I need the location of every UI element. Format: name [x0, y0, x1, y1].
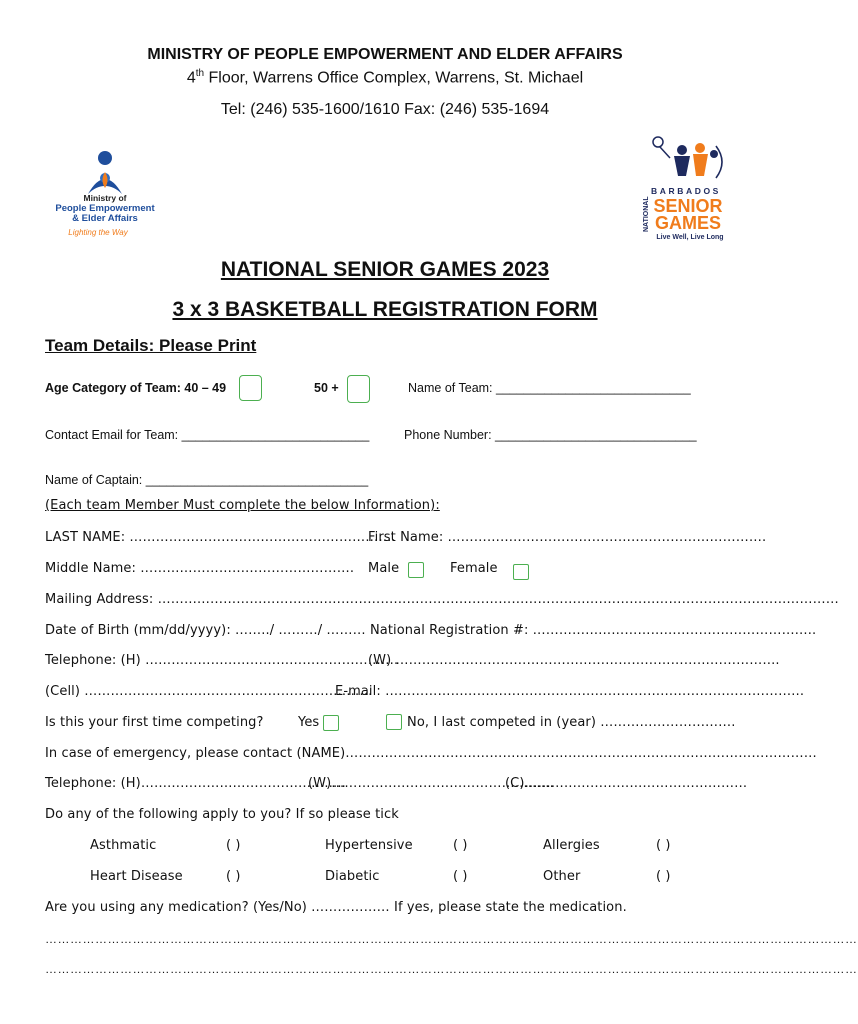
condition-other-tick[interactable]: ( )	[656, 869, 671, 884]
last-name-field[interactable]: LAST NAME: …………………………………………………….	[45, 530, 396, 545]
age-40-49-checkbox[interactable]	[239, 375, 262, 401]
yes-checkbox[interactable]	[323, 715, 339, 731]
conditions-prompt: Do any of the following apply to you? If so please tick	[45, 807, 399, 822]
team-name-field[interactable]: Name of Team: ____________________________	[408, 381, 691, 395]
first-time-question: Is this your first time competing?	[45, 715, 264, 730]
team-details-heading: Team Details: Please Print	[45, 336, 257, 355]
emergency-contact-field[interactable]: In case of emergency, please contact (NAME)………………………………………………………………………………………………	[45, 746, 817, 761]
ministry-telephone: Tel: (246) 535-1600/1610 Fax: (246) 535-1694	[220, 101, 550, 118]
medication-line-1[interactable]: ……………………………………………………………………………………………………………………………………………………………………………	[45, 932, 858, 946]
condition-asthmatic-label: Asthmatic	[90, 838, 157, 853]
medication-question[interactable]: Are you using any medication? (Yes/No) ……………… If yes, please state the medication.	[45, 900, 627, 915]
emergency-cell-tel-field[interactable]: (C)……………………………………………	[505, 776, 748, 791]
member-email-field[interactable]: E-mail: ……………………………………………………………………………………	[335, 684, 805, 699]
emergency-home-tel-field[interactable]: Telephone: (H)………………………………………..	[45, 776, 346, 791]
svg-text:BARBADOS: BARBADOS	[651, 186, 721, 196]
form-title: NATIONAL SENIOR GAMES 2023	[220, 258, 550, 281]
condition-diabetic-tick[interactable]: ( )	[453, 869, 468, 884]
cell-phone-field[interactable]: (Cell) …………………………………………………………	[45, 684, 373, 699]
condition-allergies-tick[interactable]: ( )	[656, 838, 671, 853]
ministry-address: 4th Floor, Warrens Office Complex, Warrens, St. Michael	[186, 68, 584, 87]
age-50-plus-checkbox[interactable]	[347, 375, 370, 403]
senior-games-logo	[638, 132, 728, 244]
svg-text:SENIOR: SENIOR	[653, 196, 723, 216]
no-checkbox[interactable]	[386, 714, 402, 730]
senior-games-logo-icon	[638, 132, 728, 244]
work-telephone-field[interactable]: (W) …………………………………………………………………………….	[368, 653, 780, 668]
ministry-logo-icon	[48, 146, 163, 242]
female-label: Female	[450, 561, 498, 576]
svg-text:Ministry of: Ministry of	[83, 193, 127, 203]
condition-hypertensive-tick[interactable]: ( )	[453, 838, 468, 853]
age-50-plus-label: 50 +	[314, 381, 339, 395]
ministry-heading: MINISTRY OF PEOPLE EMPOWERMENT AND ELDER AFFAIRS	[147, 46, 623, 63]
svg-text:Lighting the Way: Lighting the Way	[68, 228, 128, 237]
ministry-logo	[48, 146, 163, 242]
mailing-address-field[interactable]: Mailing Address: …………………………………………………………………………………………………………………………………………	[45, 592, 839, 607]
home-telephone-field[interactable]: Telephone: (H) ………………………………………………….	[45, 653, 399, 668]
condition-asthmatic-tick[interactable]: ( )	[226, 838, 241, 853]
dob-registration-field[interactable]: Date of Birth (mm/dd/yyyy): ……../ ………/ ……… National Registration #: ………………………………………………………..	[45, 623, 817, 638]
medication-line-2[interactable]: ……………………………………………………………………………………………………………………………………………………………………………	[45, 962, 858, 976]
condition-allergies-label: Allergies	[543, 838, 600, 853]
svg-text:People Empowerment: People Empowerment	[55, 203, 155, 214]
last-competed-field[interactable]: No, I last competed in (year) ………………………….	[407, 715, 736, 730]
svg-text:NATIONAL: NATIONAL	[643, 196, 650, 232]
member-instruction: (Each team Member Must complete the below Information):	[45, 498, 440, 513]
female-checkbox[interactable]	[513, 564, 529, 580]
captain-name-field[interactable]: Name of Captain: ________________________________	[45, 473, 369, 487]
svg-text:GAMES: GAMES	[654, 213, 722, 233]
condition-hypertensive-label: Hypertensive	[325, 838, 413, 853]
age-category-label: Age Category of Team: 40 – 49	[45, 381, 227, 395]
male-checkbox[interactable]	[408, 562, 424, 578]
team-phone-field[interactable]: Phone Number: _____________________________	[404, 428, 697, 442]
team-email-field[interactable]: Contact Email for Team: ___________________________	[45, 428, 370, 442]
condition-heart-disease-label: Heart Disease	[90, 869, 183, 884]
emergency-work-tel-field[interactable]: (W)……………………………………………	[308, 776, 554, 791]
condition-heart-disease-tick[interactable]: ( )	[226, 869, 241, 884]
form-subtitle: 3 x 3 BASKETBALL REGISTRATION FORM	[172, 298, 598, 321]
condition-other-label: Other	[543, 869, 581, 884]
svg-text:& Elder Affairs: & Elder Affairs	[72, 213, 138, 224]
middle-name-field[interactable]: Middle Name: ………………………………………….	[45, 561, 355, 576]
svg-text:Live Well, Live Long: Live Well, Live Long	[656, 234, 724, 241]
yes-label: Yes	[298, 715, 320, 730]
condition-diabetic-label: Diabetic	[325, 869, 380, 884]
first-name-field[interactable]: First Name: ……………………………………………………………….	[368, 530, 767, 545]
male-label: Male	[368, 561, 400, 576]
